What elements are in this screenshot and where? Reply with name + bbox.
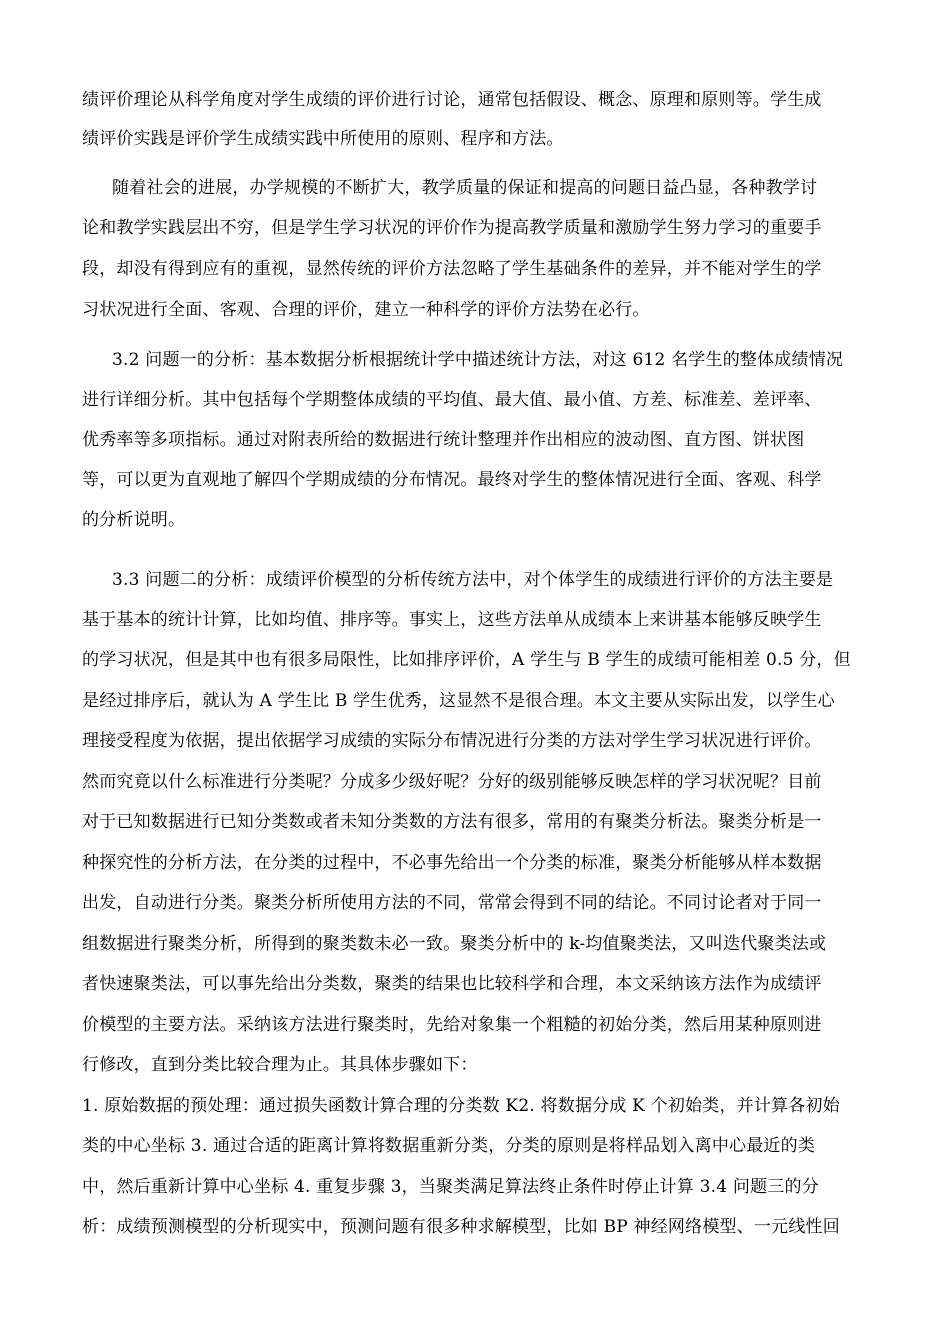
- text-line: 中，然后重新计算中心坐标 4. 重复步骤 3，当聚类满足算法终止条件时停止计算 3.4 问题三的分: [82, 1177, 819, 1197]
- text-line: 绩评价理论从科学角度对学生成绩的评价进行讨论，通常包括假设、概念、原理和原则等。学生成: [82, 90, 822, 110]
- text-line: 然而究竟以什么标准进行分类呢？分成多少级好呢？分好的级别能够反映怎样的学习状况呢？目前: [82, 772, 822, 792]
- text-line: 对于已知数据进行已知分类数或者未知分类数的方法有很多，常用的有聚类分析法。聚类分析是一: [82, 812, 822, 832]
- text-line: 绩评价实践是评价学生成绩实践中所使用的原则、程序和方法。: [82, 129, 564, 149]
- text-line: 等，可以更为直观地了解四个学期成绩的分布情况。最终对学生的整体情况进行全面、客观、科学: [82, 470, 822, 490]
- text-line: 1. 原始数据的预处理：通过损失函数计算合理的分类数 K2. 将数据分成 K 个初始类，并计算各初始: [82, 1096, 840, 1116]
- text-line: 随着社会的进展，办学规模的不断扩大，教学质量的保证和提高的问题日益凸显，各种教学讨: [112, 178, 818, 198]
- text-line: 的学习状况，但是其中也有很多局限性，比如排序评价，A 学生与 B 学生的成绩可能相差 0.5 分，但: [82, 650, 851, 670]
- text-line: 是经过排序后，就认为 A 学生比 B 学生优秀，这显然不是很合理。本文主要从实际出发，以学生心: [82, 691, 835, 711]
- text-line: 组数据进行聚类分析，所得到的聚类数未必一致。聚类分析中的 k-均值聚类法，又叫迭代聚类法或: [82, 934, 827, 954]
- text-line: 优秀率等多项指标。通过对附表所给的数据进行统计整理并作出相应的波动图、直方图、饼状图: [82, 430, 805, 450]
- text-line: 基于基本的统计计算，比如均值、排序等。事实上，这些方法单从成绩本上来讲基本能够反映学生: [82, 610, 822, 630]
- text-line: 习状况进行全面、客观、合理的评价，建立一种科学的评价方法势在必行。: [82, 300, 650, 320]
- text-line: 价模型的主要方法。采纳该方法进行聚类时，先给对象集一个粗糙的初始分类，然后用某种原则进: [82, 1015, 822, 1035]
- text-line: 出发，自动进行分类。聚类分析所使用方法的不同，常常会得到不同的结论。不同讨论者对于同一: [82, 893, 822, 913]
- text-line: 论和教学实践层出不穷，但是学生学习状况的评价作为提高教学质量和激励学生努力学习的重要手: [82, 218, 822, 238]
- text-line: 段，却没有得到应有的重视，显然传统的评价方法忽略了学生基础条件的差异，并不能对学生的学: [82, 259, 822, 279]
- text-line: 理接受程度为依据，提出依据学习成绩的实际分布情况进行分类的方法对学生学习状况进行评价。: [82, 731, 822, 751]
- text-line: 种探究性的分析方法，在分类的过程中，不必事先给出一个分类的标准，聚类分析能够从样本数据: [82, 853, 822, 873]
- text-line: 析：成绩预测模型的分析现实中，预测问题有很多种求解模型，比如 BP 神经网络模型、一元线性回: [82, 1217, 840, 1237]
- text-line: 类的中心坐标 3. 通过合适的距离计算将数据重新分类，分类的原则是将样品划入离中心最近的类: [82, 1136, 816, 1156]
- text-line: 3.3 问题二的分析：成绩评价模型的分析传统方法中，对个体学生的成绩进行评价的方法主要是: [112, 570, 834, 590]
- text-line: 3.2 问题一的分析：基本数据分析根据统计学中描述统计方法，对这 612 名学生的整体成绩情况: [112, 350, 844, 370]
- text-line: 者快速聚类法，可以事先给出分类数，聚类的结果也比较科学和合理，本文采纳该方法作为成绩评: [82, 974, 822, 994]
- text-line: 的分析说明。: [82, 510, 186, 530]
- text-line: 进行详细分析。其中包括每个学期整体成绩的平均值、最大值、最小值、方差、标准差、差评率、: [82, 390, 822, 410]
- text-line: 行修改，直到分类比较合理为止。其具体步骤如下：: [82, 1055, 478, 1075]
